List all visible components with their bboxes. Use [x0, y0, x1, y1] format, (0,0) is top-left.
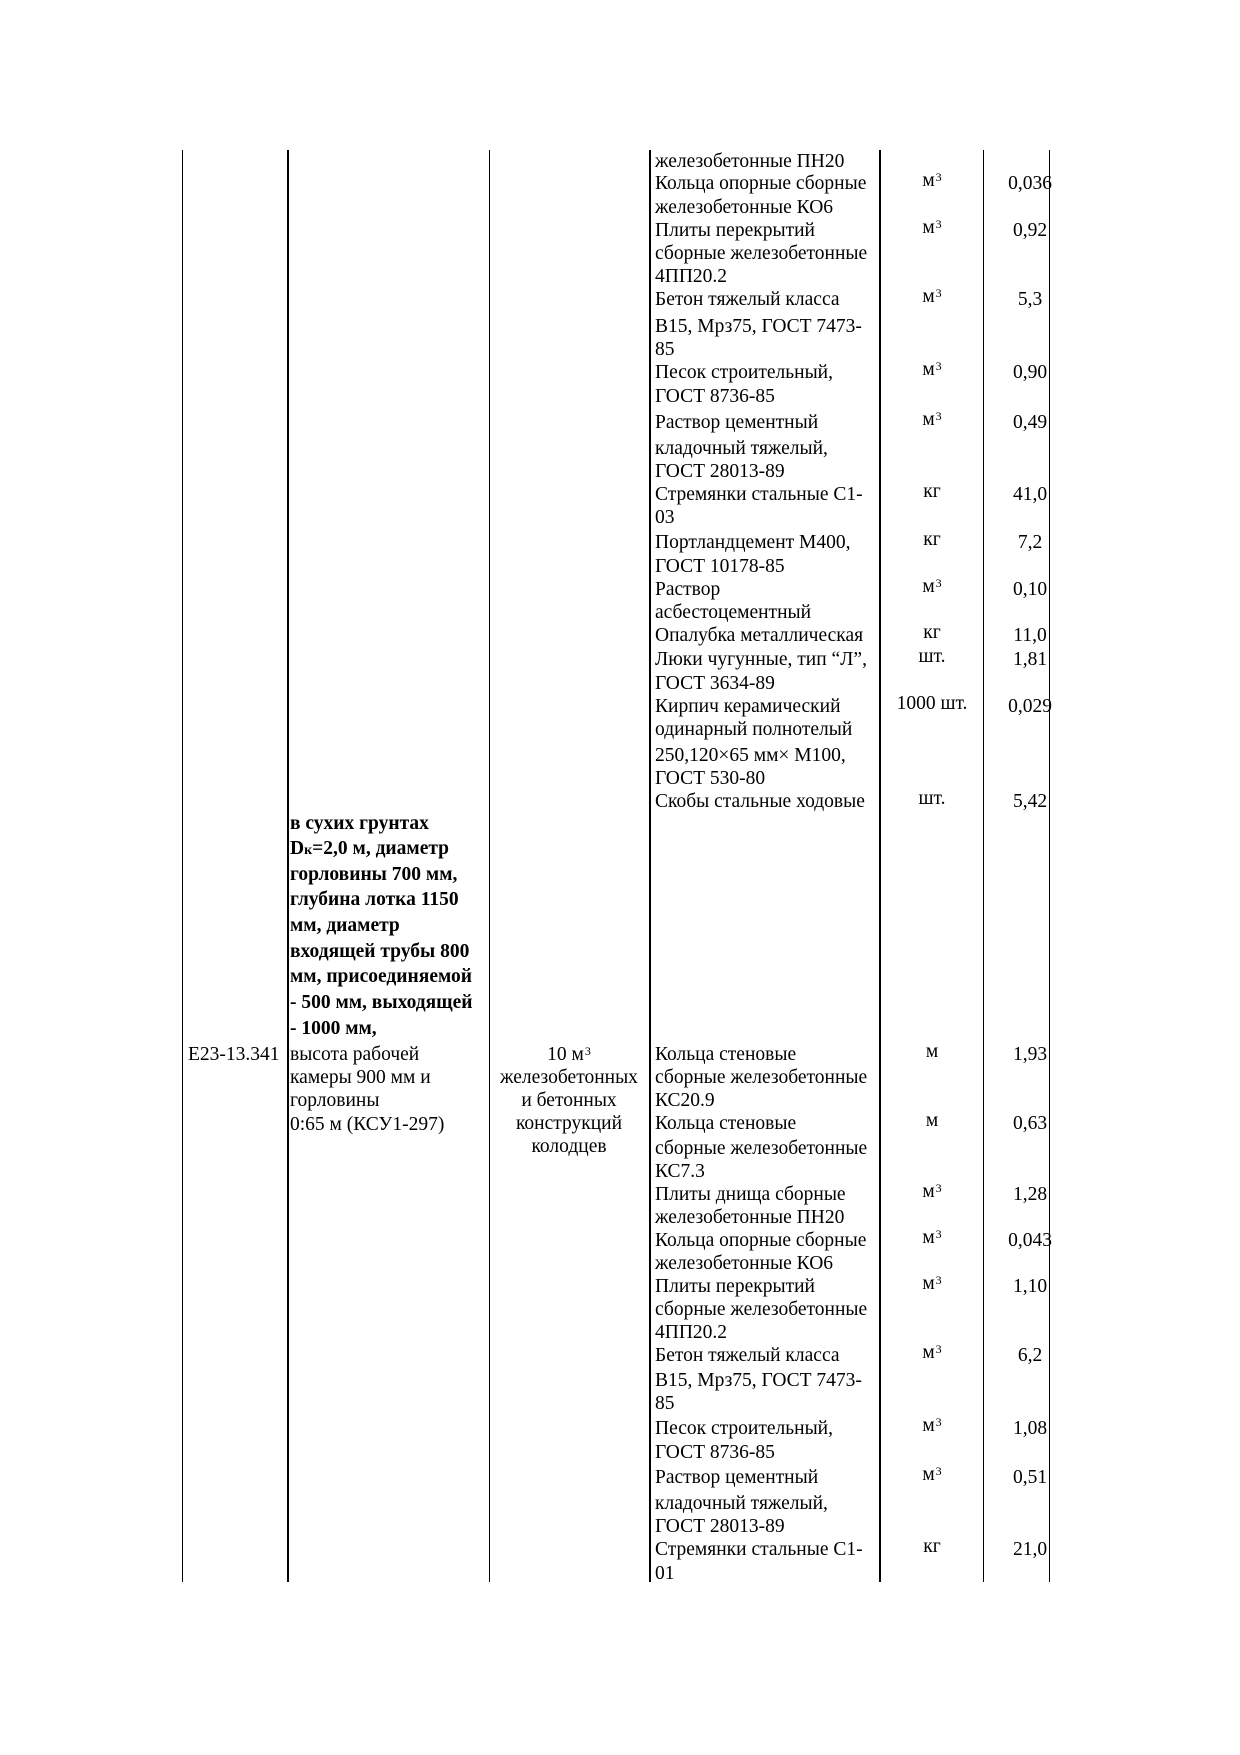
quantity-cell: 0,63 [1012, 1113, 1048, 1134]
material-name-line: сборные железобетонные [655, 1299, 868, 1320]
unit-cell: $м^3$ [922, 1342, 942, 1363]
table-border-meter [649, 150, 651, 1582]
material-name-line: Песок строительный, [655, 1418, 833, 1439]
material-name-line: Стремянки стальные С1- [655, 484, 863, 505]
material-name-line: Люки чугунные, тип “Л”, [655, 649, 867, 670]
material-name-line: Раствор [655, 579, 721, 600]
unit-cell: кг [923, 529, 941, 550]
description-line: высота рабочей [290, 1044, 420, 1065]
material-name-line: Кольца стеновые [655, 1113, 797, 1134]
material-name-line: железобетонные ПН20 [655, 151, 845, 172]
description-line: горловины [290, 1090, 380, 1111]
material-name-line: ГОСТ 28013-89 [655, 461, 785, 482]
quantity-cell: 0,51 [1012, 1467, 1048, 1488]
unit-cell: 1000 шт. [896, 693, 968, 714]
material-name-line: ГОСТ 530-80 [655, 768, 766, 789]
description-bold-line: - 500 мм, выходящей [290, 992, 473, 1013]
unit-cell: шт. [918, 646, 946, 667]
description-line: 0:65 м (КСУ1-297) [290, 1114, 445, 1135]
material-name-line: 4ПП20.2 [655, 266, 728, 287]
material-name-line: 4ПП20.2 [655, 1322, 728, 1343]
unit-cell: $м^3$ [922, 576, 942, 597]
material-name-line: Плиты перекрытий [655, 220, 815, 241]
unit-cell: $м^3$ [922, 170, 942, 191]
unit-cell: м [925, 1110, 939, 1131]
description-bold-line: в сухих грунтах [290, 813, 429, 834]
material-name-line: кладочный тяжелый, [655, 1493, 828, 1514]
material-name-line: Опалубка металлическая [655, 625, 864, 646]
material-name-line: сборные железобетонные [655, 243, 868, 264]
quantity-cell: 0,029 [1008, 696, 1052, 717]
material-name-line: Кольца стеновые [655, 1044, 797, 1065]
material-name-line: Плиты перекрытий [655, 1276, 815, 1297]
norm-code: Е23-13.341 [188, 1044, 280, 1065]
meter-line: конструкций [515, 1113, 623, 1134]
description-bold-line: мм, присоединяемой [290, 966, 472, 987]
material-name-line: КС20.9 [655, 1090, 715, 1111]
material-name-line: Стремянки стальные С1- [655, 1539, 863, 1560]
quantity-cell: 1,10 [1012, 1276, 1048, 1297]
quantity-cell: 1,28 [1012, 1184, 1048, 1205]
unit-cell: $м^3$ [922, 1464, 942, 1485]
material-name-line: Бетон тяжелый класса [655, 1345, 840, 1366]
material-name-line: ГОСТ 8736-85 [655, 1442, 775, 1463]
material-name-line: железобетонные КО6 [655, 1253, 834, 1274]
unit-cell: кг [923, 1536, 941, 1557]
description-line: камеры 900 мм и [290, 1067, 431, 1088]
material-name-line: ГОСТ 28013-89 [655, 1516, 785, 1537]
material-name-line: ГОСТ 10178-85 [655, 556, 785, 577]
unit-cell: м [925, 1041, 939, 1062]
material-name-line: ГОСТ 8736-85 [655, 386, 775, 407]
material-name-line: КС7.3 [655, 1161, 705, 1182]
quantity-cell: 1,81 [1012, 649, 1048, 670]
quantity-cell: 0,036 [1008, 173, 1052, 194]
unit-cell: $м^3$ [922, 217, 942, 238]
material-name-line: сборные железобетонные [655, 1138, 868, 1159]
material-name-line: Портландцемент М400, [655, 532, 851, 553]
quantity-cell: 0,92 [1012, 220, 1048, 241]
unit-cell: шт. [918, 788, 946, 809]
quantity-cell: 1,08 [1012, 1418, 1048, 1439]
quantity-cell: 11,0 [1013, 625, 1047, 646]
material-name-line: ГОСТ 3634-89 [655, 673, 775, 694]
material-name-line: В15, Мрз75, ГОСТ 7473- [655, 316, 862, 337]
description-bold-line: - 1000 мм, [290, 1018, 377, 1039]
unit-cell: $м^3$ [922, 286, 942, 307]
table-border-code [287, 150, 289, 1582]
description-bold-line: входящей трубы 800 [290, 941, 470, 962]
material-name-line: 01 [655, 1563, 675, 1584]
unit-cell: кг [923, 481, 941, 502]
unit-cell: $м^3$ [922, 1415, 942, 1436]
table-border-description [489, 150, 490, 1582]
material-name-line: Раствор цементный [655, 412, 819, 433]
quantity-cell: 5,3 [1017, 289, 1043, 310]
table-border-left [182, 150, 183, 1582]
unit-cell: $м^3$ [922, 359, 942, 380]
description-bold-line: Dк=2,0 м, диаметр [290, 838, 450, 859]
meter-line: и бетонных [521, 1090, 617, 1111]
quantity-cell: 0,49 [1012, 412, 1048, 433]
quantity-cell: 0,10 [1012, 579, 1048, 600]
quantity-cell: 0,90 [1012, 362, 1048, 383]
unit-cell: $м^3$ [922, 1273, 942, 1294]
unit-cell: $м^3$ [922, 409, 942, 430]
description-bold-line: мм, диаметр [290, 915, 400, 936]
material-name-line: В15, Мрз75, ГОСТ 7473- [655, 1370, 862, 1391]
material-name-line: асбестоцементный [655, 602, 812, 623]
material-name-line: 85 [655, 339, 675, 360]
material-name-line: Бетон тяжелый класса [655, 289, 840, 310]
description-bold-line: глубина лотка 1150 [290, 889, 459, 910]
material-name-line: 85 [655, 1393, 675, 1414]
material-name-line: Плиты днища сборные [655, 1184, 846, 1205]
material-name-line: Песок строительный, [655, 362, 833, 383]
material-name-line: Раствор цементный [655, 1467, 819, 1488]
unit-cell: $м^3$ [922, 1227, 942, 1248]
material-name-line: 03 [655, 507, 675, 528]
material-name-line: железобетонные ПН20 [655, 1207, 845, 1228]
unit-cell: $м^3$ [922, 1181, 942, 1202]
meter-line: колодцев [531, 1136, 607, 1157]
material-name-line: Скобы стальные ходовые [655, 791, 865, 812]
quantity-cell: 5,42 [1012, 791, 1048, 812]
quantity-cell: 7,2 [1017, 532, 1043, 553]
material-name-line: 250,120×65 мм× М100, [655, 745, 846, 766]
quantity-cell: 0,043 [1008, 1230, 1052, 1251]
quantity-cell: 6,2 [1017, 1345, 1043, 1366]
quantity-cell: 41,0 [1012, 484, 1048, 505]
material-name-line: сборные железобетонные [655, 1067, 868, 1088]
quantity-cell: 21,0 [1012, 1539, 1048, 1560]
material-name-line: железобетонные КО6 [655, 197, 834, 218]
quantity-cell: 1,93 [1012, 1044, 1048, 1065]
material-name-line: кладочный тяжелый, [655, 438, 828, 459]
material-name-line: Кольца опорные сборные [655, 1230, 867, 1251]
unit-cell: кг [923, 622, 941, 643]
meter-line: железобетонных [500, 1067, 638, 1088]
material-name-line: Кольца опорные сборные [655, 173, 867, 194]
material-name-line: одинарный полнотелый [655, 719, 853, 740]
meter-line: 10 $м^3$ [547, 1044, 591, 1065]
material-name-line: Кирпич керамический [655, 696, 841, 717]
description-bold-line: горловины 700 мм, [290, 864, 458, 885]
